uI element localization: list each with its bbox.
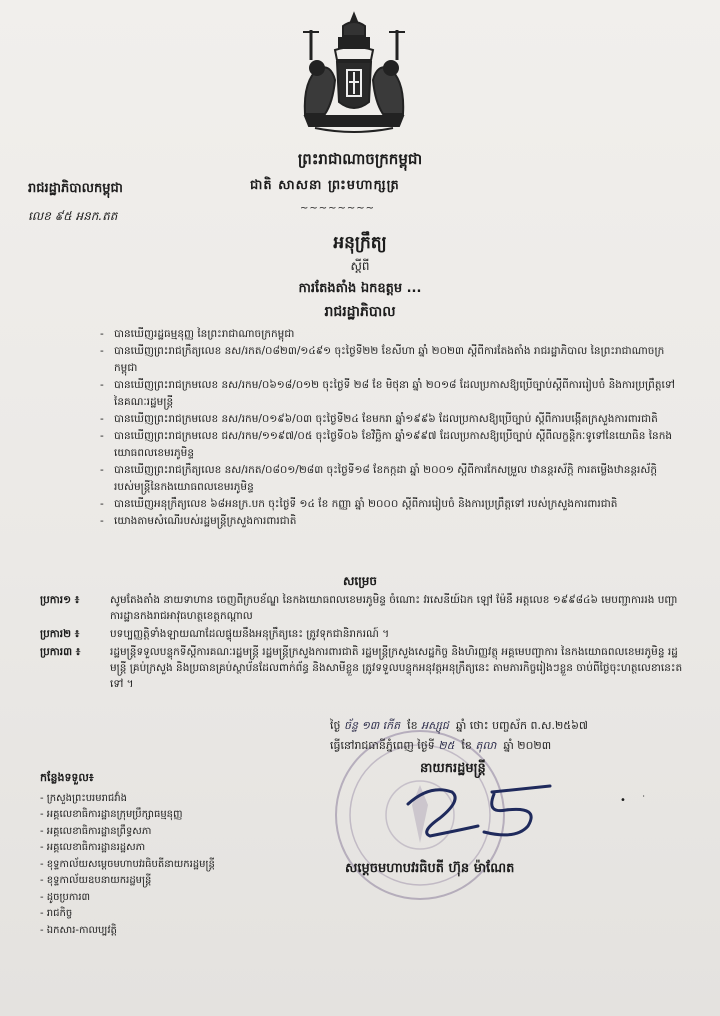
article-text: សូមតែងតាំង នាយទាហាន ចេញពីក្របខ័ណ្ឌ នៃកងយោធពលខេមរភូមិន្ទ ចំណោះ វរសេនីយ៍ឯក ឡៅ ម៉ែនឹ អត្តលេខ ១៩៩៨៤៦ មេបញ្ជាការរង បញ្ជាការដ្ឋានកងរាជអាវុធហត្ថខេត្តកណ្តាល xyxy=(110,594,678,622)
recipient-item: - រាជកិច្ច xyxy=(40,908,73,919)
lunar-date-line: ថ្ងៃ ច័ន្ទ ១៣ កើត ខែ អស្សុជ ឆ្នាំ ថោះ បញ្ចស័ក ព.ស.២៥៦៧ xyxy=(330,719,588,732)
recital-item: - បានឃើញព្រះរាជក្រឹត្យលេខ នស/រកត/០៨២៣/១៤៩១ ចុះថ្ងៃទី២២ ខែសីហា ឆ្នាំ ២០២៣ ស្តីពីការតែងតាំង រាជរដ្ឋាភិបាល នៃព្រះរាជាណាចក្រកម្ពុជា xyxy=(100,345,665,374)
recipient-item: - ខុទ្ទកាល័យសម្តេចមហាបវរធិបតីនាយករដ្ឋមន្ត្រី xyxy=(40,858,215,870)
recital-item: - បានឃើញអនុក្រឹត្យលេខ ៦៨អនក្រ.បក ចុះថ្ងៃទី ១៤ ខែ កញ្ញា ឆ្នាំ ២០០០ ស្តីពីការរៀបចំ និងការប្រព្រឹត្តទៅ របស់ក្រសួងការពារជាតិ xyxy=(100,498,618,510)
recipients-list xyxy=(40,770,240,939)
subject-line-1: ការតែងតាំង ឯកឧត្តម ... xyxy=(298,281,422,296)
title-about: ស្តីពី xyxy=(350,259,370,273)
article-item xyxy=(40,644,690,692)
kingdom-heading: ព្រះរាជាណាចក្រកម្ពុជា xyxy=(297,150,423,168)
recitals-list xyxy=(100,326,680,530)
recital-item: - យោងតាមសំណើរបស់រដ្ឋមន្ត្រីក្រសួងការពារជាតិ xyxy=(100,515,297,527)
recital-item: - បានឃើញព្រះរាជក្រមលេខ ជស/រកម/១១៩៧/០៥ ចុះថ្ងៃទី០៦ ខែវិច្ឆិកា ឆ្នាំ១៩៩៧ ដែលប្រកាសឱ្យប្រើច្បាប់ ស្តីពីលក្ខន្តិកៈទូទៅនៃយោធិន នៃកងយោធពលខេមរភូមិន្ទ xyxy=(100,430,673,459)
article-label: ប្រការ៣ ៖ xyxy=(40,646,81,658)
handwritten-signature xyxy=(400,770,570,855)
recital-item: - បានឃើញរដ្ឋធម្មនុញ្ញ នៃព្រះរាជាណាចក្រកម្ពុជា xyxy=(100,328,295,340)
decision-heading: សម្រេច xyxy=(342,574,378,588)
recipient-item: - ក្រសួងព្រះបរមរាជវាំង xyxy=(40,792,127,804)
recipient-item: - ដូចប្រការ៣ xyxy=(40,891,91,903)
article-text: បទប្បញ្ញត្តិទាំងឡាយណាដែលផ្ទុយនឹងអនុក្រឹត្យនេះ ត្រូវទុកជានិរាករណ៍ ។ xyxy=(110,628,390,640)
recital-item: - បានឃើញព្រះរាជក្រឹត្យលេខ នស/រកត/០៨០១/២៨៣ ចុះថ្ងៃទី១៨ ខែកក្កដា ឆ្នាំ ២០០១ ស្តីពីការកែសម្រួល ឋានន្តរស័ក្តិ ការតម្លើងឋានន្តរស័ក្តិ របស់មន្ត្រីនៃកងយោធពលខេមរភូមិន្ទ xyxy=(100,464,658,493)
lunar-month-handwritten: អស្សុជ xyxy=(421,719,449,732)
national-motto: ជាតិ សាសនា ព្រះមហាក្សត្រ xyxy=(250,178,400,193)
articles-list xyxy=(40,592,690,694)
lunar-day-handwritten: ច័ន្ទ ១៣ កើត xyxy=(343,719,401,732)
signatory-title: នាយករដ្ឋមន្ត្រី xyxy=(420,761,486,776)
solar-date-line: ធ្វើនៅរាជធានីភ្នំពេញ ថ្ងៃទី ២៥ ខែ តុលា ឆ្នាំ ២០២៣ xyxy=(330,739,552,752)
ink-specks: • ˙ xyxy=(620,795,653,806)
article-item xyxy=(40,626,690,642)
recipient-item: - ឯកសារ-កាលប្បវត្តិ xyxy=(40,924,117,936)
signatory-name: សម្តេចមហាបវរធិបតី ហ៊ុន ម៉ាណែត xyxy=(345,861,515,876)
government-label: រាជរដ្ឋាភិបាលកម្ពុជា xyxy=(28,181,123,196)
recital-item: - បានឃើញព្រះរាជក្រមលេខ នស/រកម/០១៩៦/០៣ ចុះថ្ងៃទី២៤ ខែមករា ឆ្នាំ១៩៩៦ ដែលប្រកាសឱ្យប្រើច្បាប់ ស្តីពីការបង្កើតក្រសួងការពារជាតិ xyxy=(100,413,658,425)
recital-item: - បានឃើញព្រះរាជក្រមលេខ នស/រកម/០៦១៨/០១២ ចុះថ្ងៃទី ២៨ ខែ មិថុនា ឆ្នាំ ២០១៨ ដែលប្រកាសឱ្យប្រើច្បាប់ស្តីពីការរៀបចំ និងការប្រព្រឹត្តទៅនៃគណៈរដ្ឋមន្ត្រី xyxy=(100,379,675,408)
day-handwritten: ២៥ xyxy=(438,739,455,752)
reference-number: លេខ ៩៥ អនក.តត xyxy=(28,209,118,223)
recipient-item: - អគ្គលេខាធិការដ្ឋានក្រុមប្រឹក្សាធម្មនុញ្ញ xyxy=(40,809,183,820)
article-label: ប្រការ២ ៖ xyxy=(40,628,80,640)
royal-coat-of-arms-emblem xyxy=(285,10,423,138)
recipient-item: - អគ្គលេខាធិការដ្ឋានព្រឹទ្ធសភា xyxy=(40,825,152,837)
recipients-heading: កន្លែងទទួល៖ xyxy=(40,771,94,784)
recipient-item: - ខុទ្ទកាល័យឧបនាយករដ្ឋមន្ត្រី xyxy=(40,875,152,886)
recipient-item: - អគ្គលេខាធិការដ្ឋានរដ្ឋសភា xyxy=(40,842,146,853)
article-text: រដ្ឋមន្ត្រីទទួលបន្ទុកទីស្តីការគណៈរដ្ឋមន្ត្រី រដ្ឋមន្ត្រីក្រសួងការពារជាតិ រដ្ឋមន្ត្រីក្រសួងសេដ្ឋកិច្ច និងហិរញ្ញវត្ថុ អគ្គមេបញ្ជាការ នៃកងយោធពលខេមរភូមិន្ទ រដ្ឋមន្ត្រី គ្រប់ក្រសួង និងប្រធានគ្រប់ស្ថាប័នដែលពាក់ព័ន្ធ និងសាមីខ្លួន ត្រូវទទួលបន្ទុកអនុវត្តអនុក្រឹត្យនេះ តាមភារកិច្ចរៀងៗខ្លួន ចាប់ពីថ្ងៃចុះហត្ថលេខានេះតទៅ ។ xyxy=(110,646,683,690)
subject-line-2: រាជរដ្ឋាភិបាល xyxy=(324,304,396,320)
month-handwritten: តុលា xyxy=(475,739,497,752)
date-block xyxy=(330,716,700,756)
article-label: ប្រការ១ ៖ xyxy=(40,594,80,606)
article-item xyxy=(40,592,690,624)
ornament-divider: ~~~~~~~~ xyxy=(300,203,376,214)
document-title: អនុក្រឹត្យ xyxy=(333,233,387,253)
